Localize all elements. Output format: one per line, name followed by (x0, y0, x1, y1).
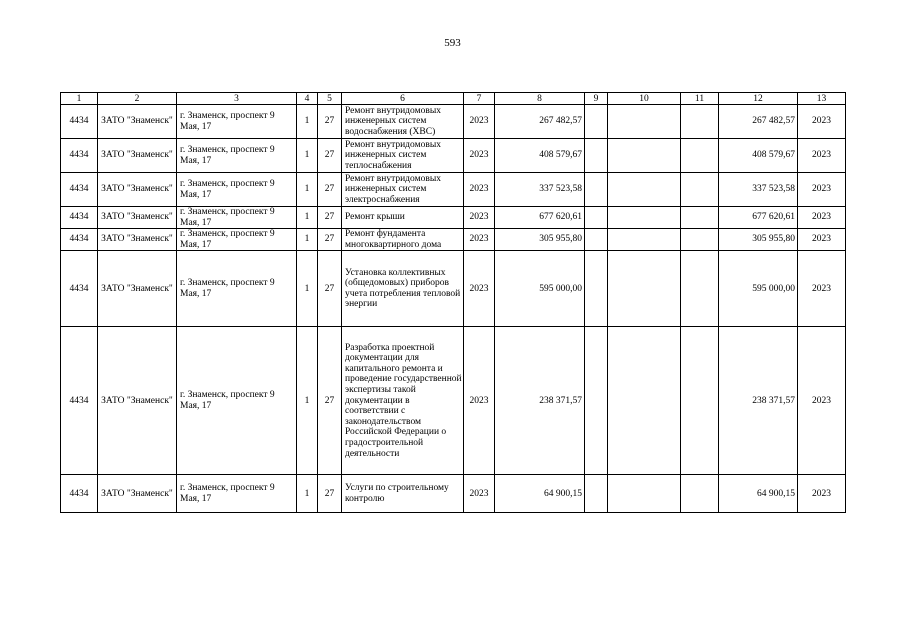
cell-work-type: Услуги по строительному контролю (342, 475, 464, 513)
cell-total: 238 371,57 (719, 327, 798, 475)
cell-col4: 1 (297, 207, 318, 229)
cell-total: 267 482,57 (719, 105, 798, 139)
cell-col10 (608, 105, 681, 139)
cell-cost: 238 371,57 (495, 327, 585, 475)
table-row (61, 229, 846, 251)
cell-work-type: Разработка проектной документации для капитального ремонта и проведение государственной экспертизы такой документации в соответствии с законодательством Российской Федерации о градостроительной деятельности (342, 327, 464, 475)
cell-col10 (608, 229, 681, 251)
cell-cost: 64 900,15 (495, 475, 585, 513)
cell-address: г. Знаменск, проспект 9 Мая, 17 (177, 173, 297, 207)
cell-col9 (585, 139, 608, 173)
cell-col9 (585, 327, 608, 475)
cell-col10 (608, 173, 681, 207)
cell-work-type: Ремонт крыши (342, 207, 464, 229)
cell-cost: 305 955,80 (495, 229, 585, 251)
cell-end-year: 2023 (798, 475, 846, 513)
cell-col5: 27 (318, 173, 342, 207)
cell-municipality: ЗАТО "Знаменск" (98, 229, 177, 251)
column-header: 7 (464, 93, 495, 105)
cell-col5: 27 (318, 229, 342, 251)
cell-col4: 1 (297, 251, 318, 327)
cell-col4: 1 (297, 475, 318, 513)
cell-col9 (585, 173, 608, 207)
cell-work-type: Ремонт внутридомовых инженерных систем водоснабжения (ХВС) (342, 105, 464, 139)
table-row (61, 251, 846, 327)
cell-col4: 1 (297, 105, 318, 139)
column-header: 9 (585, 93, 608, 105)
cell-code: 4434 (61, 327, 98, 475)
column-header: 6 (342, 93, 464, 105)
table-row (61, 173, 846, 207)
cell-col9 (585, 251, 608, 327)
table-row (61, 139, 846, 173)
cell-col11 (681, 173, 719, 207)
cell-col5: 27 (318, 475, 342, 513)
cell-col10 (608, 251, 681, 327)
cell-col9 (585, 105, 608, 139)
cell-total: 305 955,80 (719, 229, 798, 251)
table-row (61, 327, 846, 475)
cell-col5: 27 (318, 327, 342, 475)
cell-col11 (681, 105, 719, 139)
cell-year: 2023 (464, 475, 495, 513)
cell-col9 (585, 475, 608, 513)
cell-code: 4434 (61, 105, 98, 139)
cell-cost: 408 579,67 (495, 139, 585, 173)
cell-work-type: Ремонт внутридомовых инженерных систем электроснабжения (342, 173, 464, 207)
cell-code: 4434 (61, 139, 98, 173)
cell-municipality: ЗАТО "Знаменск" (98, 173, 177, 207)
cell-col5: 27 (318, 251, 342, 327)
cell-municipality: ЗАТО "Знаменск" (98, 207, 177, 229)
cell-address: г. Знаменск, проспект 9 Мая, 17 (177, 475, 297, 513)
cell-year: 2023 (464, 105, 495, 139)
cell-code: 4434 (61, 207, 98, 229)
column-number-row (61, 93, 846, 105)
cell-col11 (681, 207, 719, 229)
column-header: 3 (177, 93, 297, 105)
cell-address: г. Знаменск, проспект 9 Мая, 17 (177, 251, 297, 327)
cell-col5: 27 (318, 207, 342, 229)
column-header: 5 (318, 93, 342, 105)
table-row (61, 207, 846, 229)
cell-end-year: 2023 (798, 207, 846, 229)
cell-col10 (608, 475, 681, 513)
table-row (61, 475, 846, 513)
cell-end-year: 2023 (798, 229, 846, 251)
cell-end-year: 2023 (798, 173, 846, 207)
cell-municipality: ЗАТО "Знаменск" (98, 327, 177, 475)
cell-year: 2023 (464, 327, 495, 475)
cell-col11 (681, 251, 719, 327)
cell-address: г. Знаменск, проспект 9 Мая, 17 (177, 139, 297, 173)
column-header: 4 (297, 93, 318, 105)
column-header: 13 (798, 93, 846, 105)
cell-col4: 1 (297, 229, 318, 251)
cell-col5: 27 (318, 139, 342, 173)
cell-end-year: 2023 (798, 327, 846, 475)
cell-address: г. Знаменск, проспект 9 Мая, 17 (177, 207, 297, 229)
cell-cost: 267 482,57 (495, 105, 585, 139)
cell-end-year: 2023 (798, 251, 846, 327)
cell-col4: 1 (297, 173, 318, 207)
cell-col9 (585, 229, 608, 251)
cell-total: 337 523,58 (719, 173, 798, 207)
cell-year: 2023 (464, 173, 495, 207)
cell-total: 64 900,15 (719, 475, 798, 513)
cell-code: 4434 (61, 475, 98, 513)
cell-year: 2023 (464, 139, 495, 173)
cell-col11 (681, 327, 719, 475)
cell-col10 (608, 207, 681, 229)
cell-cost: 595 000,00 (495, 251, 585, 327)
cell-year: 2023 (464, 251, 495, 327)
cell-end-year: 2023 (798, 139, 846, 173)
cell-col4: 1 (297, 327, 318, 475)
cell-cost: 337 523,58 (495, 173, 585, 207)
cell-cost: 677 620,61 (495, 207, 585, 229)
cell-code: 4434 (61, 229, 98, 251)
column-header: 8 (495, 93, 585, 105)
repair-program-table (60, 92, 846, 513)
cell-col5: 27 (318, 105, 342, 139)
table-row (61, 105, 846, 139)
cell-code: 4434 (61, 251, 98, 327)
cell-work-type: Ремонт внутридомовых инженерных систем теплоснабжения (342, 139, 464, 173)
cell-address: г. Знаменск, проспект 9 Мая, 17 (177, 229, 297, 251)
cell-col10 (608, 139, 681, 173)
cell-col10 (608, 327, 681, 475)
column-header: 11 (681, 93, 719, 105)
cell-end-year: 2023 (798, 105, 846, 139)
cell-work-type: Установка коллективных (общедомовых) приборов учета потребления тепловой энергии (342, 251, 464, 327)
cell-municipality: ЗАТО "Знаменск" (98, 251, 177, 327)
column-header: 2 (98, 93, 177, 105)
cell-year: 2023 (464, 207, 495, 229)
cell-total: 595 000,00 (719, 251, 798, 327)
column-header: 10 (608, 93, 681, 105)
cell-work-type: Ремонт фундамента многоквартирного дома (342, 229, 464, 251)
cell-municipality: ЗАТО "Знаменск" (98, 475, 177, 513)
cell-col4: 1 (297, 139, 318, 173)
column-header: 1 (61, 93, 98, 105)
cell-total: 408 579,67 (719, 139, 798, 173)
cell-col11 (681, 475, 719, 513)
cell-col9 (585, 207, 608, 229)
cell-code: 4434 (61, 173, 98, 207)
cell-col11 (681, 139, 719, 173)
cell-total: 677 620,61 (719, 207, 798, 229)
column-header: 12 (719, 93, 798, 105)
cell-year: 2023 (464, 229, 495, 251)
cell-address: г. Знаменск, проспект 9 Мая, 17 (177, 327, 297, 475)
cell-municipality: ЗАТО "Знаменск" (98, 105, 177, 139)
cell-municipality: ЗАТО "Знаменск" (98, 139, 177, 173)
cell-col11 (681, 229, 719, 251)
cell-address: г. Знаменск, проспект 9 Мая, 17 (177, 105, 297, 139)
page-number: 593 (444, 37, 461, 49)
